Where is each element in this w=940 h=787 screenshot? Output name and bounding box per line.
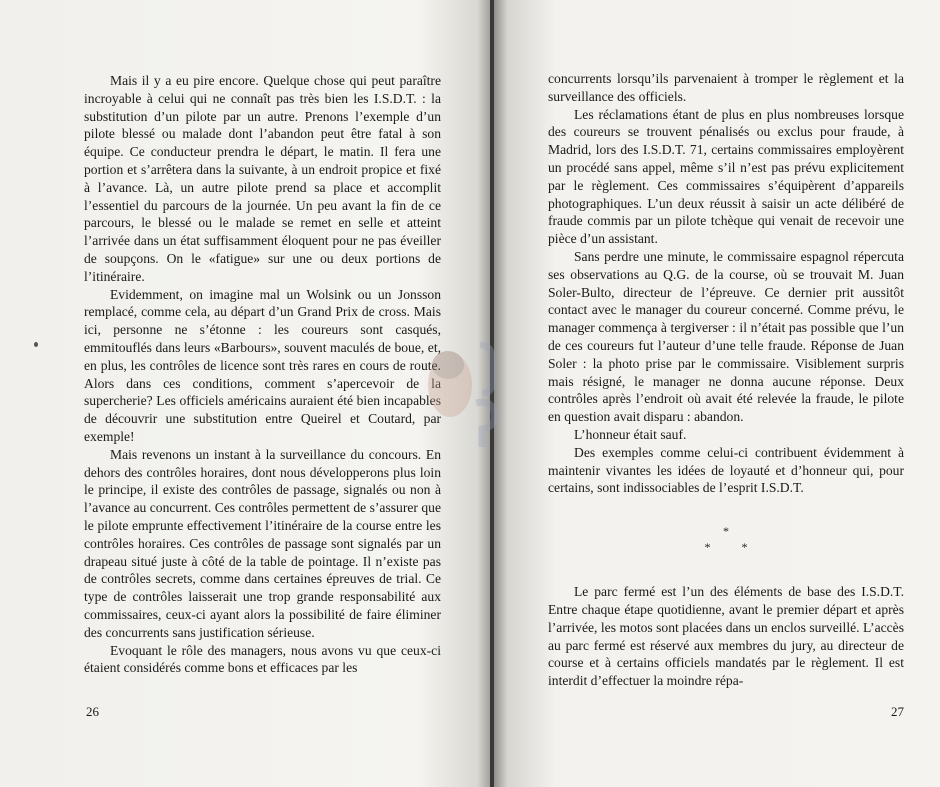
right-page-text	[548, 70, 904, 690]
paragraph: Des exemples comme celui-ci contribuent évidemment à maintenir vivantes les idées de loyauté et d’honneur qui, pour certains, sont indissociables de l’esprit I.S.D.T.	[548, 444, 904, 496]
paragraph: L’honneur était sauf.	[574, 426, 687, 442]
paragraph: Sans perdre une minute, le commissaire espagnol répercuta ses observations au Q.G. de la course, où se trouvait M. Juan Soler-Bulto, directeur de l’épreuve. Ce dernier prit aussitôt contact avec le manager du coureur concerné. Comme prévu, le manager commença à tergiverser : il n’était pas possible que l’un de ces coureurs fut l’auteur d’une telle fraude. Réponse de Juan Soler : la photo prise par le commissaire. Visiblement surpris mais résigné, le manager ne donna aucune réponse. Deux contrôles après l’endroit où avait été relevée la fraude, le pilote en question avait disparu : abandon.	[548, 248, 904, 425]
page-number: 26	[86, 704, 99, 719]
page-number: 27	[891, 704, 904, 719]
paragraph: Les réclamations étant de plus en plus nombreuses lorsque des coureurs se trouvent pénalisés ou exclus pour fraude, à Madrid, lors des I.S.D.T. 71, certains commissaires employèrent un procédé sans appel, même s’il n’est pas prévu explicitement par le règlement. Ces commissaires s’équipèrent d’appareils photographiques. L’un deux réussit à saisir un acte délibéré de fraude commis par un pilote tchèque qui venait de recevoir une pièce d’un assistant.	[548, 106, 904, 247]
paragraph: Le parc fermé est l’un des éléments de base des I.S.D.T. Entre chaque étape quotidienne, avant le premier départ et après l’arrivée, les motos sont placées dans un enclos surveillé. L’accès au parc fermé est réservé aux membres du jury, au directeur de course et à certains officiels mandatés par le règlement. Il est interdit d’effectuer la moindre répa-	[548, 584, 904, 689]
separator-top: *	[723, 524, 729, 539]
paragraph: Evidemment, on imagine mal un Wolsink ou un Jonsson remplacé, comme cela, au départ d’un Grand Prix de cross. Mais ici, personne ne s’étonne : les coureurs sont casqués, emmitouflés dans leurs «Barbours», souvent maculés de boue, et, en plus, les contrôles de licence sont très rares en cours de route. Alors dans ces conditions, comment s’apercevoir de la supercherie? Les officiels américains auraient été bien incapables de découvrir une substitution entre Queirel et Coutard, par exemple!	[84, 286, 441, 444]
paragraph: Mais revenons un instant à la surveillance du concours. En dehors des contrôles horaires, dont nous développerons plus loin le principe, il existe des contrôles de passage, signalés ou non à l’avance au concurrent. Ces contrôles permettent de s’assurer que le pilote emprunte effectivement l’itinéraire de la course entre les contrôles horaires. Ces contrôles de passage sont signalés par un drapeau situé juste à côté de la table de pointage. Il n’existe pas de contrôles secrets, comme dans certaines épreuves de trial. Ce type de contrôles laisserait une trop grande responsabilité aux commissaires, ceux-ci ayant alors la possibilité de faire éliminer des concurrents sans justification sérieuse.	[84, 446, 441, 640]
paragraph: Evoquant le rôle des managers, nous avons vu que ceux-ci étaient considérés comme bons et efficaces par les	[84, 642, 441, 676]
paragraph: concurrents lorsqu’ils parvenaient à tromper le règlement et la surveillance des officiels.	[548, 71, 904, 104]
left-page-text	[84, 72, 441, 677]
separator-bottom: * *	[704, 540, 762, 555]
section-separator	[548, 523, 904, 555]
paragraph: Mais il y a eu pire encore. Quelque chose qui peut paraître incroyable à celui qui ne connaît pas très bien les I.S.D.T. : la substitution d’un pilote par un autre. Prenons l’exemple d’un pilote blessé ou malade dont l’abandon peut être fatal à son équipe. Ce conducteur prendra le départ, le matin. Il fera une portion et s’arrêtera dans la suivante, à un endroit propice et fixé à l’avance. Là, un autre pilote prend sa place et accomplit l’essentiel du parcours de la journée. Un peu avant la fin de ce parcours, le blessé ou le malade se remet en selle et atteint l’arrivée dans un état suffisamment éloquent pour ne pas éveiller de soupçons. On le «fatigue» sur une ou deux portions de l’itinéraire.	[84, 73, 441, 284]
ink-speck	[34, 342, 38, 347]
right-page	[494, 0, 940, 787]
